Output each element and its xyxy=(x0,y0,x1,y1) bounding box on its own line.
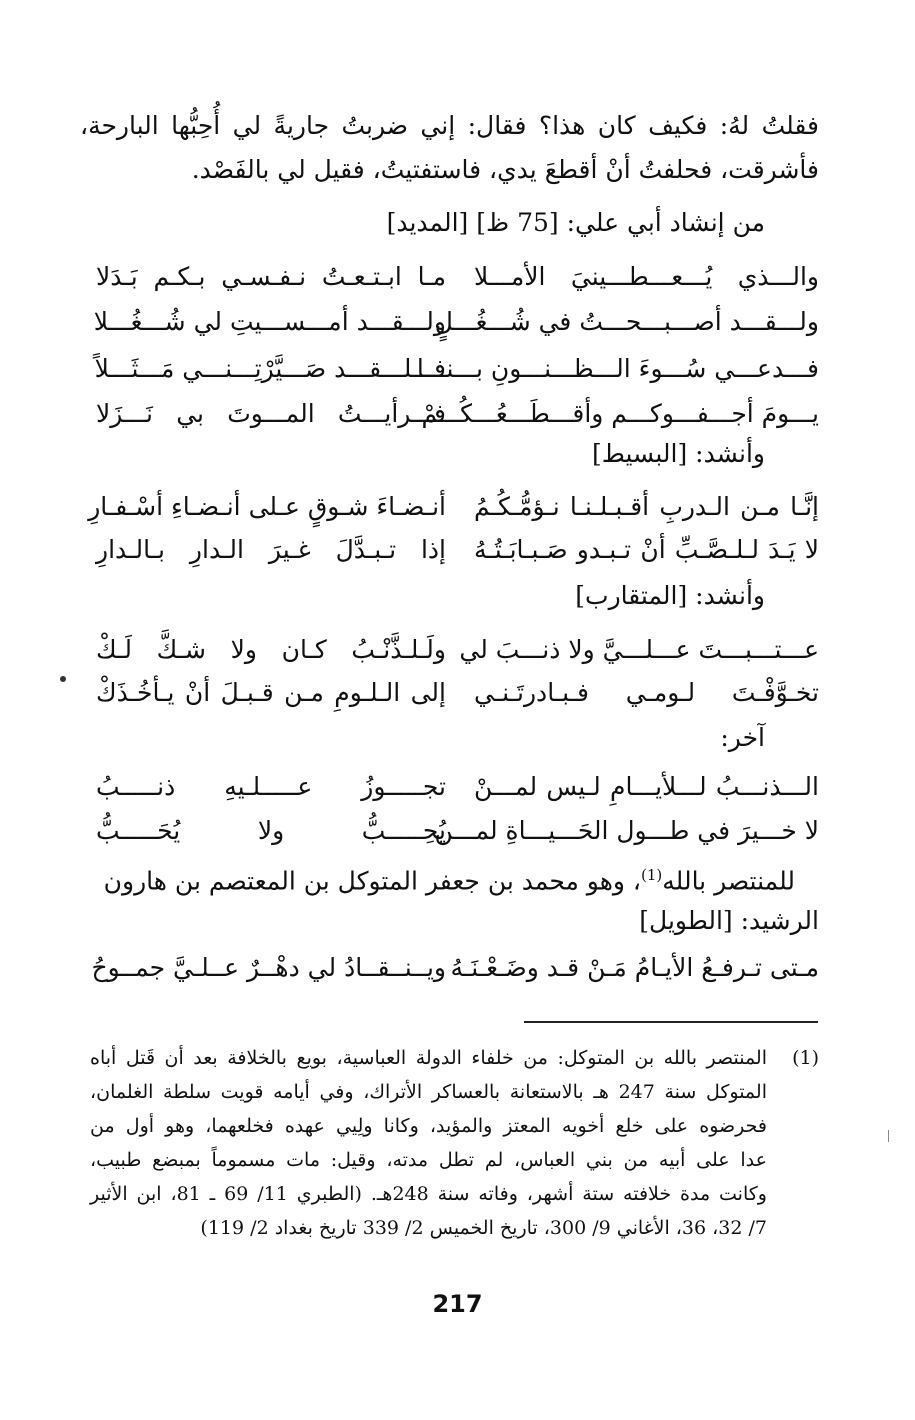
poem-intro: وأنشد: [البسيط] xyxy=(592,439,765,468)
verse-left-hemistich: إذا تـبـدَّلَ غـيرَ الـدارِ بـالـدارِ xyxy=(96,535,446,564)
verse-right-hemistich: عـــتـــبـــتَ عـــلـــيَّ ولا ذنـــبَ لي xyxy=(459,635,819,664)
verse-left-hemistich: ولـــقـــد أمـــســـيتِ لي شُـــغُـــلا xyxy=(93,307,446,336)
footnote-line: المنتصر بالله بن المتوكل: من خلفاء الدولة العباسية، بويع بالخلافة بعد أن قَتل أباه xyxy=(90,1047,767,1069)
prose-text: للمنتصر بالله xyxy=(662,866,795,896)
verse-left-hemistich: أنـضـاءَ شـوقٍ عـلى أنـضـاءِ أسْـفـارِ xyxy=(88,492,446,521)
verse-left-hemistich: فـــرأيـــتُ المـــوتَ بي نَـــزَلا xyxy=(96,399,446,428)
verse-right-hemistich: لا يَـدَ لـلـصَّـبِّ أنْ تـبـدو صَـبـابَـتُـهُ xyxy=(474,535,819,564)
verse-left-hemistich: ولَـلـذَّنْـبُ كـان ولا شـكَّ لَـكْ xyxy=(96,635,446,664)
footnote-divider xyxy=(524,1021,818,1023)
footnote-line: وكانت مدة خلافته ستة أشهر، وفاته سنة 248هـ. (الطبري 11/ 69 ـ 81، ابن الأثير xyxy=(90,1183,767,1205)
verse-left-hemistich: مـا ابـتـعـتُ نـفـسـي بـكـم بَـدَلا xyxy=(96,262,446,291)
verse-right-hemistich: الـــذنـــبُ لـــلأيـــامِ لـيس لمـــنْ xyxy=(474,772,819,801)
footnote-number: (1) xyxy=(792,1047,819,1069)
prose-line xyxy=(80,855,795,895)
verse-left-hemistich: فـــلـــقـــد صَـــيَّرْتِـــنـــي مَـــثَـــلاً xyxy=(94,354,446,383)
verse-left-hemistich: ويــنــقــادُ لي دهْــرٌ عــلـيَّ جمــوحُ xyxy=(91,953,446,982)
prose-line: فقلتُ لهُ: فكيف كان هذا؟ فقال: إني ضربتُ جاريةً لي أُحِبُّها البارحة، xyxy=(80,111,819,140)
margin-mark xyxy=(888,1130,889,1142)
footnote-line: عدا على أبيه من بني العباس، لم تطل مدته، وقيل: مات مسموماً بمبضع طبيب، xyxy=(90,1149,767,1171)
verse-right-hemistich: لا خـــيرَ في طـــول الحَـــيـــاةِ لمـــن xyxy=(434,816,819,845)
footnote-ref[interactable]: (1) xyxy=(641,866,663,884)
footnote-line: فحرضوه على خلع أخويه المعتز والمؤيد، وكانا ولِيي عهده فخلعهما، وهو أول من xyxy=(90,1115,767,1137)
prose-line: فأشرقت، فحلفتُ أنْ أقطعَ يدي، فاستفتيتُ، فقيل لي بالفَصْد. xyxy=(191,155,819,184)
poem-intro: من إنشاد أبي علي: [75 ظ] [المديد] xyxy=(386,208,765,237)
verse-right-hemistich: والـــذي يُـــعـــطـــينيَ الأمـــلا xyxy=(474,262,819,291)
footnote-line: المتوكل سنة 247 هـ بالاستعانة بالعساكر الأتراك، وفي أيامه قويت سلطة الغلمان، xyxy=(90,1081,767,1103)
page-number: 217 xyxy=(432,1290,483,1318)
verse-right-hemistich: تخـوَّفْـتَ لـومـي فـبـادرتَـنـي xyxy=(474,678,819,707)
prose-text: ، وهو محمد بن جعفر المتوكل بن المعتصم بن هارون xyxy=(103,866,641,896)
verse-left-hemistich: تجـــــوزُ عـــــلـيهِ ذنـــــبُ xyxy=(96,772,446,801)
verse-right-hemistich: فـــدعـــي سُـــوءَ الـــظـــنـــونِ بـــنـــا xyxy=(416,354,819,383)
verse-right-hemistich: إنَّـا مـن الـدربِ أقـبـلـنـا نـؤمُّـكُـمُ xyxy=(474,492,819,521)
verse-right-hemistich: يـــومَ أجـــفـــوكـــم وأقـــطَـــعُـــكُـــمْ xyxy=(421,399,819,428)
verse-left-hemistich: إلى الـلـومِ مـن قـبـلَ أنْ يـأخُـذَكْ xyxy=(96,678,446,707)
prose-line: الرشيد: [الطويل] xyxy=(639,906,819,935)
poem-intro: وأنشد: [المتقارب] xyxy=(575,581,765,610)
verse-left-hemistich: يُحِـــــبُّ ولا يُحَـــــبُّ xyxy=(96,816,446,845)
margin-dot xyxy=(60,676,66,682)
verse-right-hemistich: مـتى تـرفـعُ الأيـامُ مَـنْ قـد وضَـعْـنَـهُ xyxy=(450,953,819,982)
poem-intro: آخر: xyxy=(720,723,765,752)
verse-right-hemistich: ولـــقـــد أصـــبـــحـــتُ في شُـــغُـــلٍ xyxy=(434,307,819,336)
footnote-line: 7/ 32، 36، الأغاني 9/ 300، تاريخ الخميس 2/ 339 تاريخ بغداد 2/ 119) xyxy=(200,1217,767,1239)
